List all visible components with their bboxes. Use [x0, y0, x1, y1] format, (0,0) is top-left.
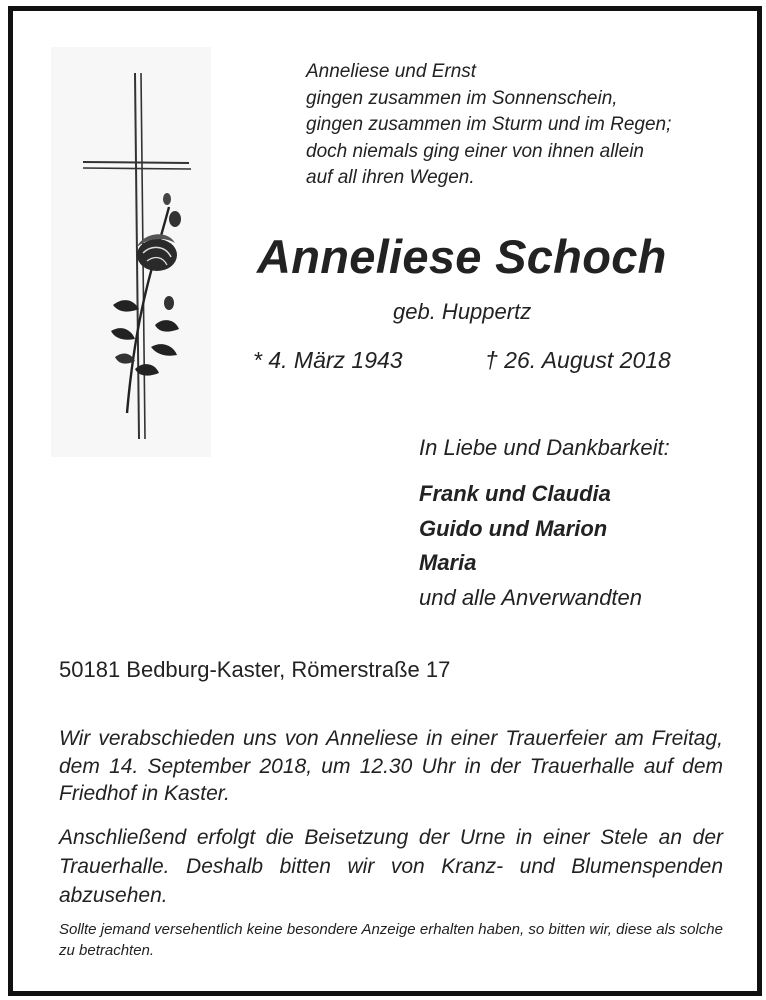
memorial-poem [306, 59, 671, 192]
family-address: 50181 Bedburg-Kaster, Römerstraße 17 [59, 657, 451, 682]
obituary-notice [8, 6, 762, 996]
birth-date: * 4. März 1943 [253, 347, 403, 373]
mourner-name: Guido und Marion [419, 515, 608, 541]
burial-paragraph: Anschließend erfolgt die Beisetzung der Urne in einer Stele an der Trauerhalle. Deshalb bitten wir von Kranz- und Blumenspenden abzusehen. [59, 826, 723, 907]
maiden-name: geb. Huppertz [393, 299, 532, 324]
mourners-others: und alle Anverwandten [419, 584, 643, 610]
mourners-intro: In Liebe und Dankbarkeit: [419, 435, 670, 460]
poem-line: auf all ihren Wegen. [306, 167, 475, 188]
poem-line: Anneliese und Ernst [306, 61, 477, 82]
death-date: † 26. August 2018 [485, 347, 671, 373]
deceased-name: Anneliese Schoch [257, 230, 667, 283]
poem-line: doch niemals ging einer von ihnen allein [306, 140, 645, 162]
mourner-name: Frank und Claudia [419, 481, 611, 506]
poem-line: gingen zusammen im Sturm und im Regen; [306, 114, 672, 135]
mourner-name: Maria [419, 550, 477, 575]
ceremony-paragraph: Wir verabschieden uns von Anneliese in einer Trauerfeier am Freitag, dem 14. September 2018, um 12.30 Uhr in der Trauerhalle auf dem Friedhof in Kaster. [59, 727, 723, 805]
cross-with-rose-icon [51, 47, 211, 457]
mourners-list [419, 477, 642, 615]
notice-paragraph: Sollte jemand versehentlich keine besondere Anzeige erhalten haben, so bitten wir, diese als solche zu betrachten. [59, 921, 723, 959]
poem-line: gingen zusammen im Sonnenschein, [306, 87, 618, 109]
